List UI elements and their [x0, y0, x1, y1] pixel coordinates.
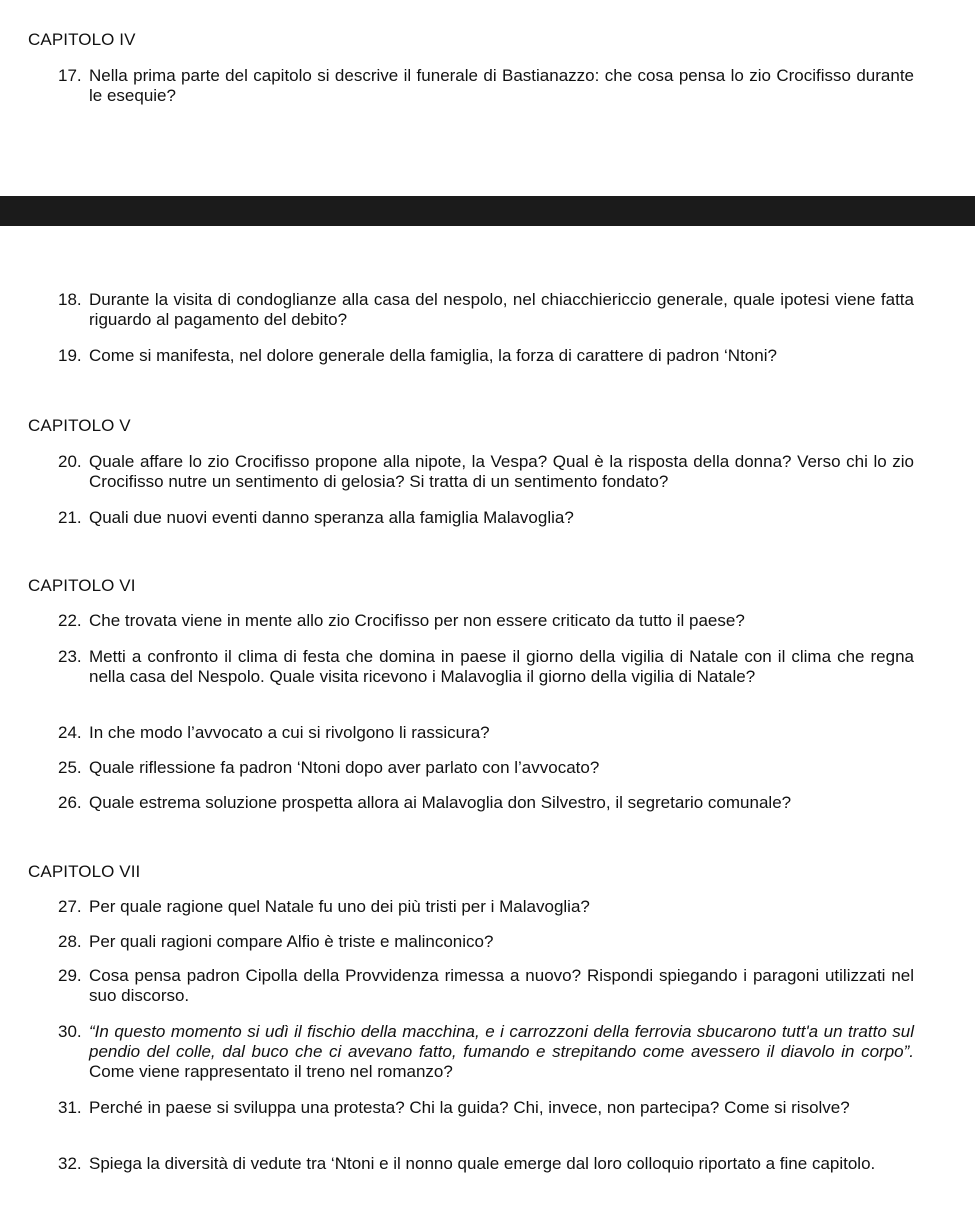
question-25 [58, 758, 914, 778]
redaction-bar [0, 196, 975, 226]
question-text [89, 1022, 914, 1082]
question-text: Perché in paese si sviluppa una protesta? Chi la guida? Chi, invece, non partecipa? Come si risolve? [89, 1098, 850, 1117]
question-number: 24. [58, 723, 82, 742]
question-number: 22. [58, 611, 82, 630]
question-text: In che modo l’avvocato a cui si rivolgono li rassicura? [89, 723, 490, 742]
question-text-tail: Come viene rappresentato il treno nel romanzo? [89, 1062, 453, 1081]
question-text: Come si manifesta, nel dolore generale della famiglia, la forza di carattere di padron ‘Ntoni? [89, 346, 777, 365]
question-number: 27. [58, 897, 82, 916]
question-text: Nella prima parte del capitolo si descrive il funerale di Bastianazzo: che cosa pensa lo zio Crocifisso durante le esequie? [89, 66, 914, 105]
chapter-heading-iv: CAPITOLO IV [28, 30, 136, 49]
question-text: Metti a confronto il clima di festa che domina in paese il giorno della vigilia di Natale con il clima che regna nella casa del Nespolo. Quale visita ricevono i Malavoglia il giorno della vigilia di Natale? [89, 647, 914, 686]
question-text: Quale estrema soluzione prospetta allora ai Malavoglia don Silvestro, il segretario comunale? [89, 793, 792, 812]
question-29 [58, 966, 914, 1006]
question-text: Spiega la diversità di vedute tra ‘Ntoni e il nonno quale emerge dal loro colloquio riportato a fine capitolo. [89, 1154, 876, 1173]
question-number: 29. [58, 966, 82, 985]
question-number: 26. [58, 793, 82, 812]
question-text: Per quali ragioni compare Alfio è triste e malinconico? [89, 932, 494, 951]
question-number: 17. [58, 66, 82, 85]
question-number: 20. [58, 452, 82, 471]
question-26 [58, 793, 914, 813]
question-text: Quali due nuovi eventi danno speranza alla famiglia Malavoglia? [89, 508, 574, 527]
question-number: 25. [58, 758, 82, 777]
question-number: 32. [58, 1154, 82, 1173]
question-text: Quale riflessione fa padron ‘Ntoni dopo aver parlato con l’avvocato? [89, 758, 600, 777]
question-text: Quale affare lo zio Crocifisso propone alla nipote, la Vespa? Qual è la risposta della donna? Verso chi lo zio Crocifisso nutre un sentimento di gelosia? Si tratta di un sentimento fondato? [89, 452, 914, 491]
question-text: Per quale ragione quel Natale fu uno dei più tristi per i Malavoglia? [89, 897, 590, 916]
question-28 [58, 932, 914, 952]
question-number: 18. [58, 290, 82, 309]
question-23 [58, 647, 914, 687]
question-18 [58, 290, 914, 330]
question-27 [58, 897, 914, 917]
question-19 [58, 346, 914, 366]
chapter-heading-v: CAPITOLO V [28, 416, 131, 435]
question-text: Durante la visita di condoglianze alla casa del nespolo, nel chiacchiericcio generale, quale ipotesi viene fatta riguardo al pagamento del debito? [89, 290, 914, 329]
question-number: 23. [58, 647, 82, 666]
novel-quote: “In questo momento si udì il fischio della macchina, e i carrozzoni della ferrovia sbucarono tutt'a un tratto sul pendio del colle, dal buco che ci avevano fatto, fumando e strepitando come avessero il diavolo in corpo”. [89, 1022, 914, 1061]
chapter-heading-vi: CAPITOLO VI [28, 576, 136, 595]
question-number: 21. [58, 508, 82, 527]
question-number: 30. [58, 1022, 82, 1041]
question-24 [58, 723, 914, 743]
question-21 [58, 508, 914, 528]
question-17 [58, 66, 914, 106]
question-20 [58, 452, 914, 492]
question-32 [58, 1154, 914, 1174]
question-30 [58, 1022, 914, 1082]
question-number: 19. [58, 346, 82, 365]
question-text: Cosa pensa padron Cipolla della Provvidenza rimessa a nuovo? Rispondi spiegando i paragoni utilizzati nel suo discorso. [89, 966, 914, 1005]
question-31 [58, 1098, 914, 1118]
question-text: Che trovata viene in mente allo zio Crocifisso per non essere criticato da tutto il paese? [89, 611, 745, 630]
question-number: 28. [58, 932, 82, 951]
question-22 [58, 611, 914, 631]
question-number: 31. [58, 1098, 82, 1117]
chapter-heading-vii: CAPITOLO VII [28, 862, 141, 881]
